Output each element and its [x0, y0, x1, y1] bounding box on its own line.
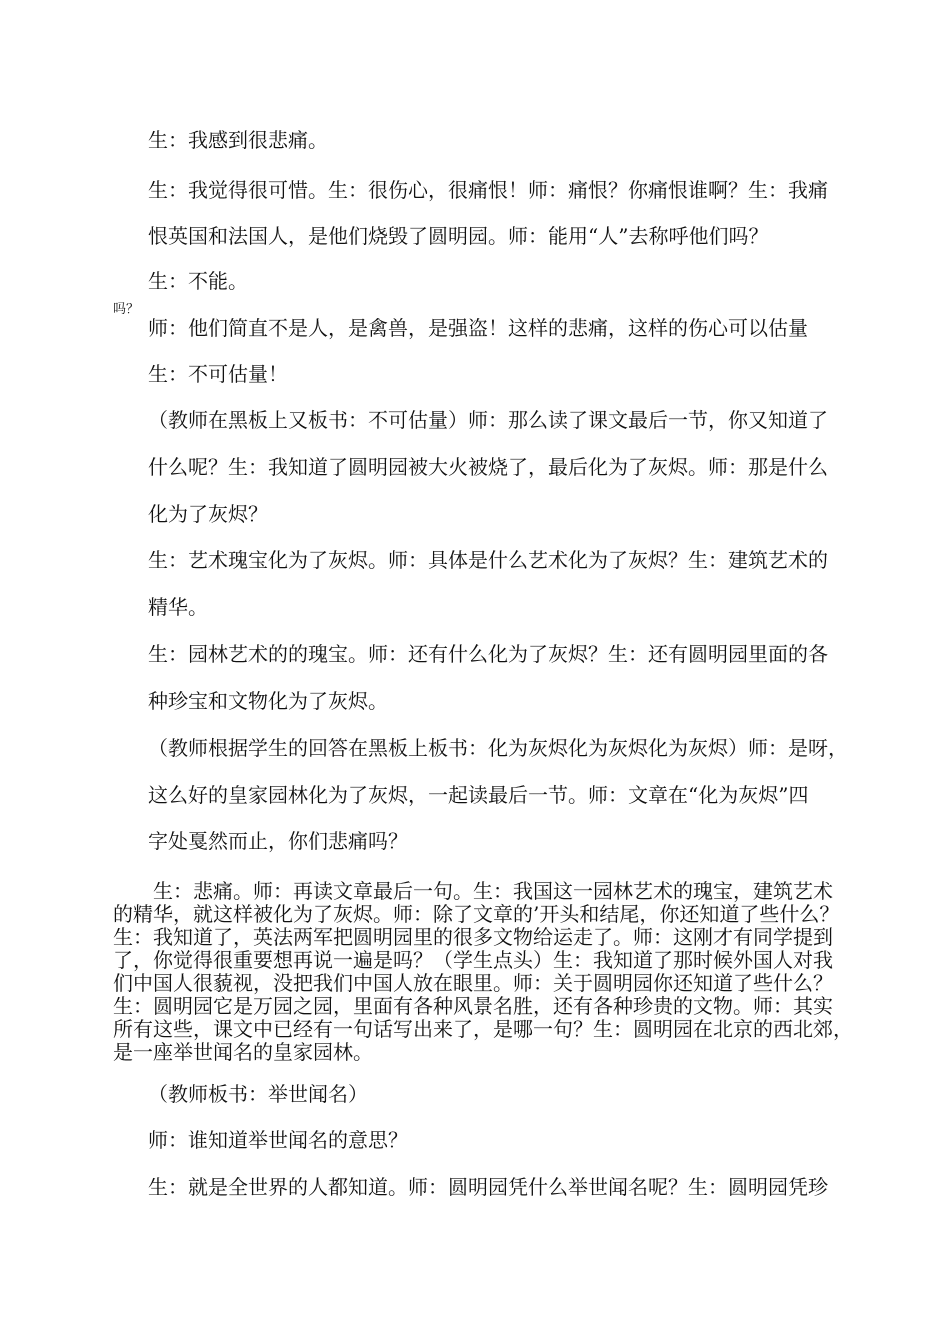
paragraph-line: 生：不能。	[148, 269, 248, 293]
paragraph-line: 的精华，就这样被化为了灰烬。师：除了文章的’开头和结尾，你还知道了些什么？	[113, 902, 840, 926]
paragraph-line: 是一座举世闻名的皇家园林。	[113, 1040, 373, 1064]
paragraph-line: 种珍宝和文物化为了灰烬。	[148, 689, 388, 713]
paragraph-line: 生：园林艺术的的瑰宝。师：还有什么化为了灰烬？生：还有圆明园里面的各	[148, 642, 828, 666]
paragraph-line: 生：我觉得很可惜。生：很伤心，很痛恨！师：痛恨？你痛恨谁啊？生：我痛	[148, 178, 828, 202]
paragraph-line: 生：就是全世界的人都知道。师：圆明园凭什么举世闻名呢？生：圆明园凭珍	[148, 1175, 828, 1199]
dense-paragraph	[113, 880, 853, 1064]
paragraph-line: 生：我感到很悲痛。	[148, 128, 328, 152]
paragraph-line: 什么呢？生：我知道了圆明园被大火被烧了，最后化为了灰烬。师：那是什么	[148, 455, 828, 479]
paragraph-line: 生：艺术瑰宝化为了灰烬。师：具体是什么艺术化为了灰烬？生：建筑艺术的	[148, 548, 828, 572]
paragraph-line: 生：不可估量！	[148, 362, 288, 386]
paragraph-line: 们中国人很藐视，没把我们中国人放在眼里。师：关于圆明园你还知道了些什么？	[113, 971, 833, 995]
paragraph-line: 师：谁知道举世闻名的意思？	[148, 1128, 408, 1152]
paragraph-line: 所有这些，课文中已经有一句话写出来了，是哪一句？生：圆明园在北京的西北郊，	[113, 1017, 853, 1041]
paragraph-line: （教师在黑板上又板书：不可估量）师：那么读了课文最后一节，你又知道了	[148, 408, 828, 432]
paragraph-line: 师：他们简直不是人，是禽兽，是强盗！这样的悲痛，这样的伤心可以估量	[148, 316, 808, 340]
paragraph-line: 恨英国和法国人，是他们烧毁了圆明园。师：能用“人”去称呼他们吗？	[148, 224, 769, 248]
paragraph-line: 这么好的皇家园林化为了灰烬，一起读最后一节。师：文章在“化为灰烬”四	[148, 783, 809, 807]
paragraph-line: 精华。	[148, 595, 208, 619]
paragraph-line: 字处戛然而止，你们悲痛吗？	[148, 829, 408, 853]
paragraph-line: （教师根据学生的回答在黑板上板书：化为灰烬化为灰烬化为灰烬）师：是呀，	[148, 736, 848, 760]
paragraph-line: 生：圆明园它是万园之园，里面有各种风景名胜，还有各种珍贵的文物。师：其实	[113, 994, 833, 1018]
paragraph-line: 了，你觉得很重要想再说一遍是吗？（学生点头）生：我知道了那时候外国人对我	[113, 948, 833, 972]
margin-note: 吗？	[113, 302, 140, 317]
paragraph-line: （教师板书：举世闻名）	[148, 1082, 368, 1106]
paragraph-line: 生：悲痛。师：再读文章最后一句。生：我国这一园林艺术的瑰宝，建筑艺术	[113, 879, 833, 903]
paragraph-line: 生：我知道了，英法两军把圆明园里的很多文物给运走了。师：这刚才有同学提到	[113, 925, 833, 949]
paragraph-line: 化为了灰烬？	[148, 502, 268, 526]
